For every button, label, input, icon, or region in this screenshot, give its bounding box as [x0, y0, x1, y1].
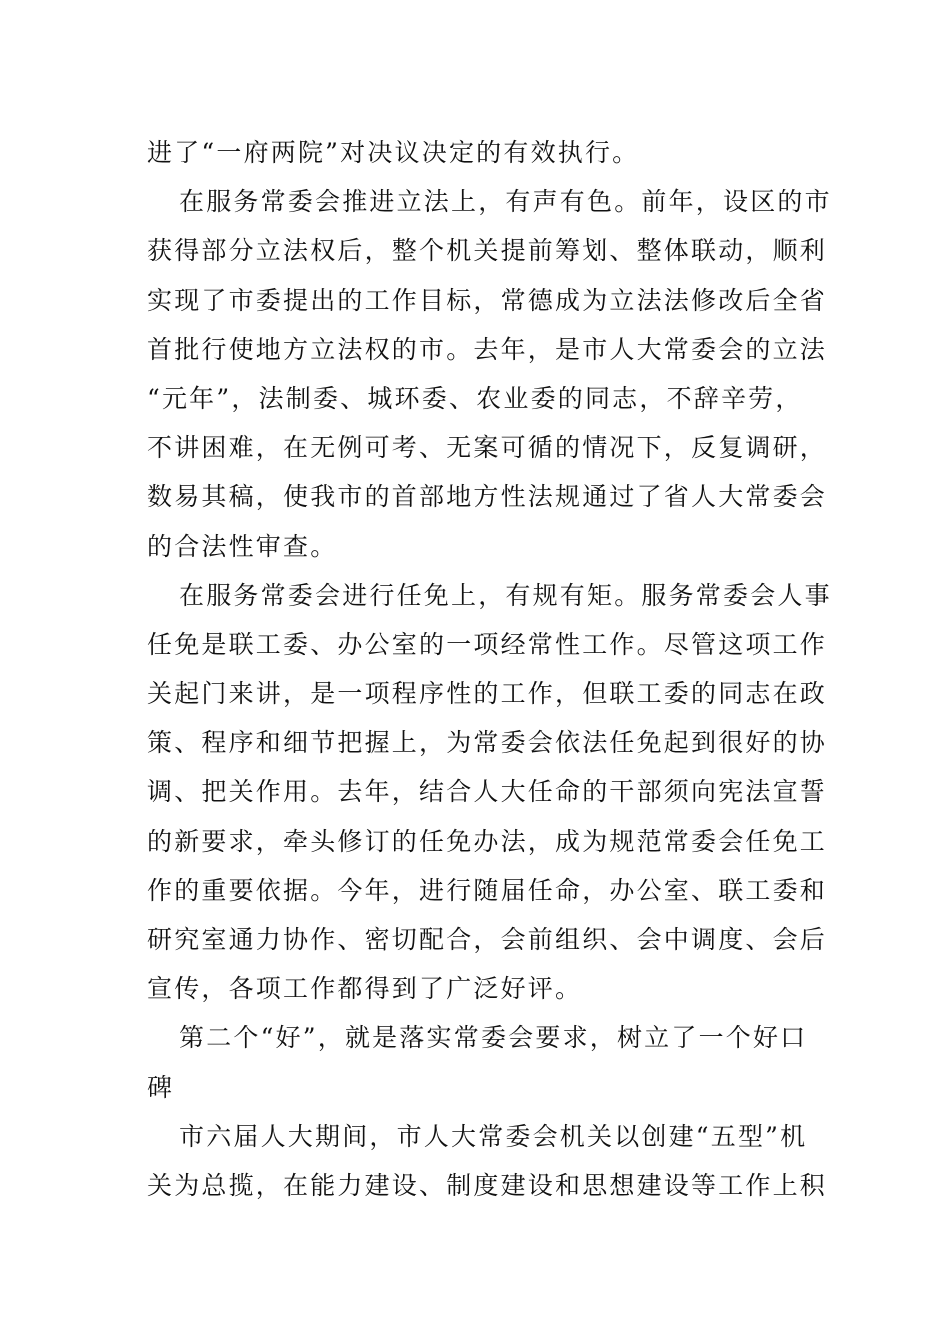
- text-line: 关为总揽，在能力建设、制度建设和思想建设等工作上积: [147, 1170, 828, 1200]
- document-page: [147, 128, 832, 1210]
- paragraph-start-line: 在服务常委会进行任免上，有规有矩。服务常委会人事: [179, 580, 832, 610]
- text-line: “元年”，法制委、城环委、农业委的同志，不辞辛劳，: [147, 383, 803, 413]
- text-line: 关起门来讲，是一项程序性的工作，但联工委的同志在政: [147, 679, 828, 709]
- text-line: 的合法性审查。: [147, 531, 338, 561]
- text-line: 不讲困难，在无例可考、无案可循的情况下，反复调研，: [147, 433, 828, 463]
- text-line: 作的重要依据。今年，进行随届任命，办公室、联工委和: [147, 875, 828, 905]
- text-line: 宣传，各项工作都得到了广泛好评。: [147, 974, 583, 1004]
- paragraph-start-line: 在服务常委会推进立法上，有声有色。前年，设区的市: [179, 187, 832, 217]
- text-line: 数易其稿，使我市的首部地方性法规通过了省人大常委会: [147, 482, 828, 512]
- text-line: 实现了市委提出的工作目标，常德成为立法法修改后全省: [147, 285, 828, 315]
- text-line: 获得部分立法权后，整个机关提前筹划、整体联动，顺利: [147, 236, 828, 266]
- text-line: 首批行使地方立法权的市。去年，是市人大常委会的立法: [147, 334, 828, 364]
- text-line: 进了“一府两院”对决议决定的有效执行。: [147, 138, 640, 167]
- text-line: 调、把关作用。去年，结合人大任命的干部须向宪法宣誓: [147, 777, 828, 807]
- text-line: 任免是联工委、办公室的一项经常性工作。尽管这项工作: [147, 629, 828, 659]
- text-line: 研究室通力协作、密切配合，会前组织、会中调度、会后: [147, 925, 828, 954]
- text-line: 的新要求，牵头修订的任免办法，成为规范常委会任免工: [147, 826, 828, 856]
- section-heading-line: 第二个“好”，就是落实常委会要求，树立了一个好口: [179, 1023, 808, 1053]
- section-heading-line: 碑: [147, 1072, 175, 1102]
- text-line: 策、程序和细节把握上，为常委会依法任免起到很好的协: [147, 728, 828, 758]
- paragraph-start-line: 市六届人大期间，市人大常委会机关以创建“五型”机: [179, 1121, 808, 1151]
